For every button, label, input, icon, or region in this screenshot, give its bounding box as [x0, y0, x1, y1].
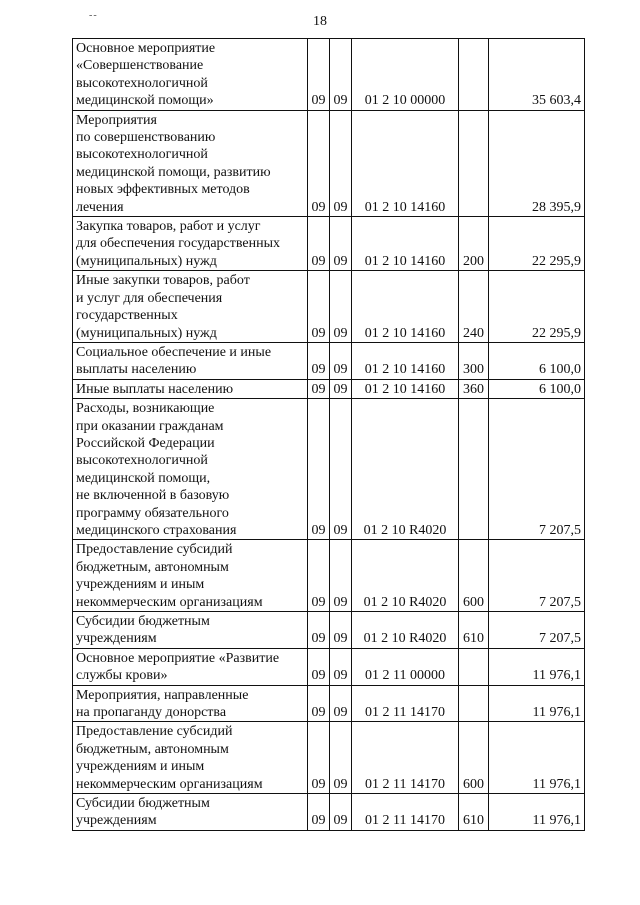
expense-name-line: Иные выплаты населению — [76, 381, 234, 397]
subsection-code: 09 — [330, 399, 352, 540]
table-row — [73, 39, 585, 111]
amount: 22 295,9 — [489, 217, 585, 271]
expense-name-line: некоммерческим организациям — [76, 594, 263, 610]
subsection-code: 09 — [330, 648, 352, 685]
expense-name-line: медицинского страхования — [76, 522, 237, 538]
expense-name-line: Основное мероприятие — [76, 41, 216, 56]
amount: 11 976,1 — [489, 648, 585, 685]
expense-name-line: некоммерческим организациям — [76, 776, 263, 792]
subsection-code: 09 — [330, 685, 352, 722]
section-code: 09 — [308, 342, 330, 379]
expense-type-code: 360 — [459, 379, 489, 398]
table-row — [73, 612, 585, 649]
expense-name — [73, 540, 308, 612]
amount: 22 295,9 — [489, 271, 585, 343]
target-article-code: 01 2 10 R4020 — [352, 540, 459, 612]
amount: 6 100,0 — [489, 342, 585, 379]
expense-name — [73, 612, 308, 649]
expense-name-line: высокотехнологичной — [76, 147, 208, 163]
subsection-code: 09 — [330, 110, 352, 216]
amount: 11 976,1 — [489, 722, 585, 794]
expense-type-code: 600 — [459, 540, 489, 612]
target-article-code: 01 2 11 14170 — [352, 722, 459, 794]
expense-name-line: учреждениям — [76, 631, 157, 647]
table-row — [73, 722, 585, 794]
section-code: 09 — [308, 217, 330, 271]
expense-type-code: 240 — [459, 271, 489, 343]
subsection-code: 09 — [330, 722, 352, 794]
amount: 35 603,4 — [489, 39, 585, 111]
expense-type-code — [459, 648, 489, 685]
amount: 7 207,5 — [489, 399, 585, 540]
page-number: 18 — [313, 14, 327, 29]
target-article-code: 01 2 10 14160 — [352, 217, 459, 271]
table-row — [73, 271, 585, 343]
expense-name-line: медицинской помощи, — [76, 470, 211, 486]
expense-type-code — [459, 399, 489, 540]
expense-name-line: государственных — [76, 308, 178, 324]
section-code: 09 — [308, 794, 330, 831]
subsection-code: 09 — [330, 342, 352, 379]
expense-name-line: учреждениям — [76, 813, 157, 829]
amount: 28 395,9 — [489, 110, 585, 216]
table-row — [73, 648, 585, 685]
table-row — [73, 379, 585, 398]
expense-name-line: бюджетным, автономным — [76, 741, 229, 757]
subsection-code: 09 — [330, 612, 352, 649]
target-article-code: 01 2 10 14160 — [352, 379, 459, 398]
target-article-code: 01 2 10 14160 — [352, 342, 459, 379]
expense-name-line: не включенной в базовую — [76, 488, 230, 504]
expense-name-line: выплаты населению — [76, 362, 197, 378]
expense-name — [73, 648, 308, 685]
section-code: 09 — [308, 379, 330, 398]
section-code: 09 — [308, 399, 330, 540]
expense-name-line: Предоставление субсидий — [76, 542, 233, 558]
expense-name-line: Социальное обеспечение и иные — [76, 344, 272, 360]
section-code: 09 — [308, 685, 330, 722]
table-row — [73, 217, 585, 271]
expense-name-line: учреждениям и иным — [76, 577, 205, 593]
section-code: 09 — [308, 612, 330, 649]
expense-name-line: «Совершенствование — [76, 58, 204, 74]
table-row — [73, 794, 585, 831]
expense-name-line: Основное мероприятие «Развитие — [76, 650, 280, 666]
table-row — [73, 399, 585, 540]
expense-name — [73, 794, 308, 831]
section-code: 09 — [308, 39, 330, 111]
expense-name-line: Мероприятия — [76, 112, 157, 128]
target-article-code: 01 2 10 14160 — [352, 271, 459, 343]
expense-name-line: Предоставление субсидий — [76, 724, 233, 740]
expense-name-line: Мероприятия, направленные — [76, 687, 249, 703]
expense-name-line: высокотехнологичной — [76, 453, 208, 469]
expense-name-line: при оказании гражданам — [76, 418, 224, 434]
target-article-code: 01 2 11 00000 — [352, 648, 459, 685]
expense-name — [73, 217, 308, 271]
expense-name-line: программу обязательного — [76, 505, 229, 521]
subsection-code: 09 — [330, 540, 352, 612]
target-article-code: 01 2 11 14170 — [352, 685, 459, 722]
subsection-code: 09 — [330, 39, 352, 111]
target-article-code: 01 2 10 14160 — [352, 110, 459, 216]
amount: 11 976,1 — [489, 685, 585, 722]
target-article-code: 01 2 10 00000 — [352, 39, 459, 111]
expense-name-line: и услуг для обеспечения — [76, 290, 223, 306]
expense-name — [73, 722, 308, 794]
expense-type-code — [459, 110, 489, 216]
expense-type-code: 600 — [459, 722, 489, 794]
expense-name — [73, 399, 308, 540]
table-row — [73, 110, 585, 216]
expense-name-line: (муниципальных) нужд — [76, 325, 217, 341]
expense-name-line: лечения — [76, 199, 124, 215]
expense-name-line: бюджетным, автономным — [76, 559, 229, 575]
corner-mark: -- — [89, 10, 98, 21]
amount: 7 207,5 — [489, 612, 585, 649]
subsection-code: 09 — [330, 271, 352, 343]
section-code: 09 — [308, 722, 330, 794]
expense-type-code: 200 — [459, 217, 489, 271]
table-row — [73, 342, 585, 379]
expense-name-line: на пропаганду донорства — [76, 705, 227, 721]
expense-type-code — [459, 39, 489, 111]
expense-name-line: (муниципальных) нужд — [76, 253, 217, 269]
expense-name — [73, 110, 308, 216]
section-code: 09 — [308, 110, 330, 216]
expense-name-line: новых эффективных методов — [76, 182, 250, 198]
expense-name-line: Российской Федерации — [76, 435, 215, 451]
expense-type-code: 610 — [459, 612, 489, 649]
section-code: 09 — [308, 540, 330, 612]
expense-name — [73, 39, 308, 111]
expense-name-line: Иные закупки товаров, работ — [76, 273, 250, 289]
budget-table-body — [73, 39, 585, 831]
expense-name-line: медицинской помощи, развитию — [76, 164, 271, 180]
expense-type-code — [459, 685, 489, 722]
expense-name-line: медицинской помощи» — [76, 93, 214, 109]
table-row — [73, 685, 585, 722]
target-article-code: 01 2 11 14170 — [352, 794, 459, 831]
expense-name-line: Расходы, возникающие — [76, 401, 215, 417]
expense-name-line: Субсидии бюджетным — [76, 614, 210, 629]
subsection-code: 09 — [330, 217, 352, 271]
expense-name-line: Закупка товаров, работ и услуг — [76, 219, 261, 235]
expense-name-line: службы крови» — [76, 668, 168, 684]
target-article-code: 01 2 10 R4020 — [352, 612, 459, 649]
expense-name — [73, 379, 308, 398]
expense-name-line: высокотехнологичной — [76, 75, 208, 91]
budget-table — [72, 38, 585, 831]
subsection-code: 09 — [330, 794, 352, 831]
subsection-code: 09 — [330, 379, 352, 398]
section-code: 09 — [308, 648, 330, 685]
expense-name-line: для обеспечения государственных — [76, 236, 280, 252]
expense-name — [73, 685, 308, 722]
section-code: 09 — [308, 271, 330, 343]
expense-name-line: учреждениям и иным — [76, 759, 205, 775]
expense-name-line: Субсидии бюджетным — [76, 796, 210, 812]
table-row — [73, 540, 585, 612]
amount: 11 976,1 — [489, 794, 585, 831]
target-article-code: 01 2 10 R4020 — [352, 399, 459, 540]
amount: 6 100,0 — [489, 379, 585, 398]
expense-name-line: по совершенствованию — [76, 130, 216, 146]
expense-name — [73, 271, 308, 343]
expense-type-code: 300 — [459, 342, 489, 379]
expense-name — [73, 342, 308, 379]
amount: 7 207,5 — [489, 540, 585, 612]
expense-type-code: 610 — [459, 794, 489, 831]
